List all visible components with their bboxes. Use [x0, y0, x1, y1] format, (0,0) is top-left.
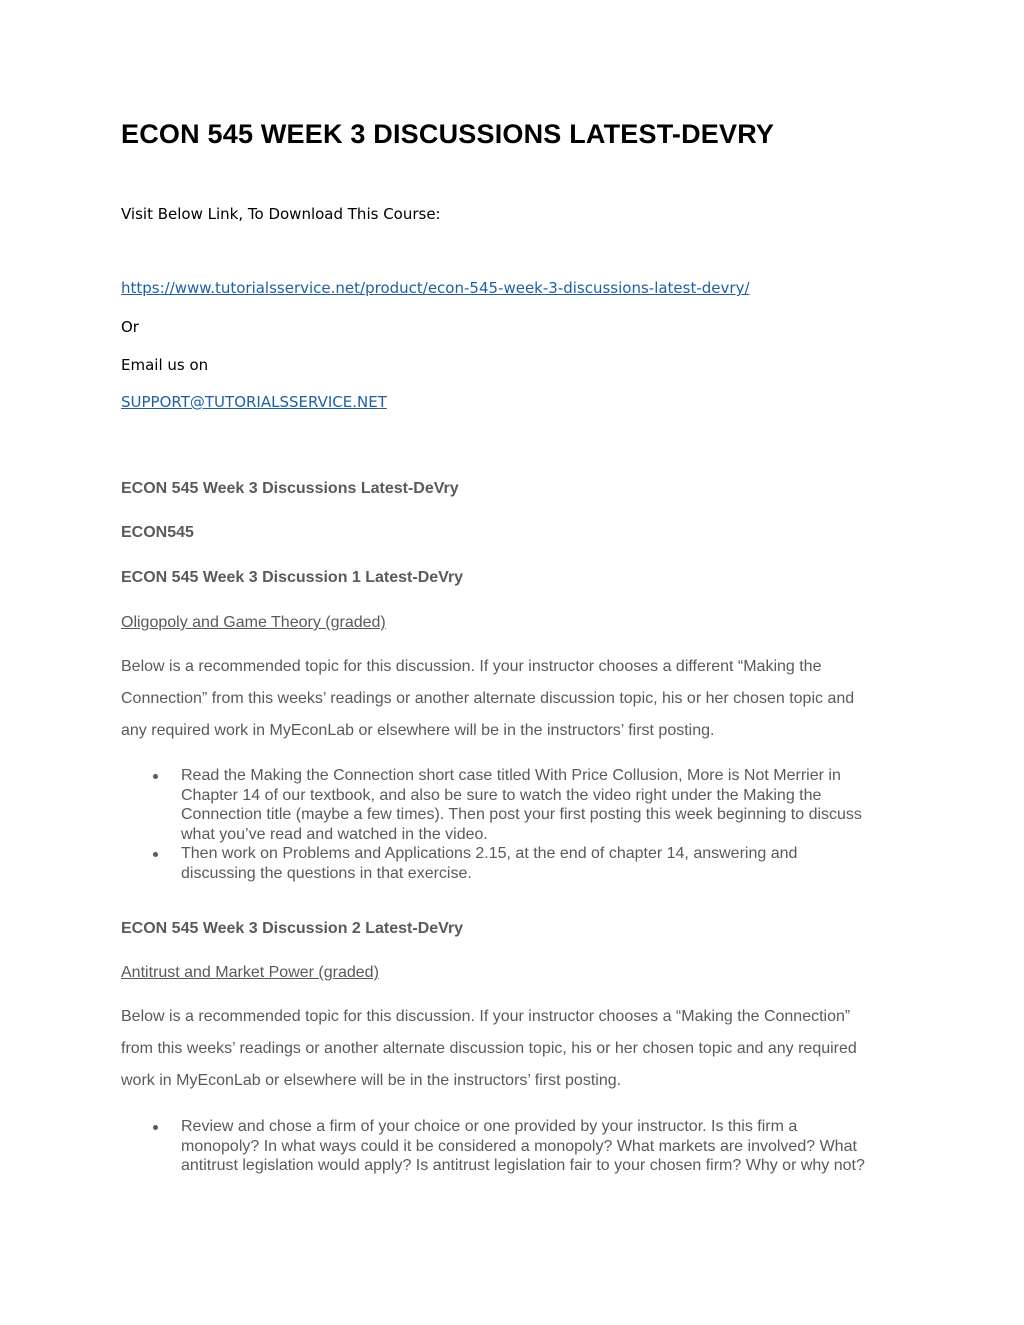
bullet-dot-icon: [153, 852, 158, 857]
paragraph-line: from this weeks’ readings or another alternate discussion topic, his or her chosen topic and any required: [121, 1040, 857, 1057]
bullet-line: Then work on Problems and Applications 2.15, at the end of chapter 14, answering and: [181, 845, 798, 862]
paragraph-line: Below is a recommended topic for this discussion. If your instructor chooses a “Making the Connection”: [121, 1008, 851, 1025]
product-link[interactable]: https://www.tutorialsservice.net/product/econ-545-week-3-discussions-latest-devry/: [121, 279, 750, 297]
main-heading: ECON 545 Week 3 Discussions Latest-DeVry: [121, 480, 459, 497]
discussion2-topic: Antitrust and Market Power (graded): [121, 964, 379, 981]
bullet-dot-icon: [153, 774, 158, 779]
paragraph-line: any required work in MyEconLab or elsewhere will be in the instructors’ first posting.: [121, 722, 715, 739]
bullet-line: Read the Making the Connection short case titled With Price Collusion, More is Not Merrier in: [181, 767, 841, 784]
list-item: [181, 1117, 921, 1176]
discussion2-paragraph: [121, 1001, 911, 1097]
discussion2-heading: ECON 545 Week 3 Discussion 2 Latest-DeVry: [121, 920, 464, 937]
bullet-line: Chapter 14 of our textbook, and also be sure to watch the video right under the Making the: [181, 786, 822, 804]
paragraph-line: Connection” from this weeks’ readings or another alternate discussion topic, his or her chosen topic and: [121, 690, 855, 707]
email-label: Email us on: [121, 356, 209, 374]
bullet-line: monopoly? In what ways could it be considered a monopoly? What markets are involved? What: [181, 1137, 857, 1155]
bullet-line: what you’ve read and watched in the video.: [181, 825, 488, 843]
paragraph-line: Below is a recommended topic for this discussion. If your instructor chooses a different “Making the: [121, 658, 822, 675]
discussion1-paragraph: [121, 651, 911, 747]
or-text: Or: [121, 318, 139, 336]
course-code: ECON545: [121, 524, 194, 541]
paragraph-line: work in MyEconLab or elsewhere will be in the instructors’ first posting.: [121, 1072, 622, 1089]
bullet-line: Review and chose a firm of your choice or one provided by your instructor. Is this firm a: [181, 1118, 798, 1135]
discussion1-heading: ECON 545 Week 3 Discussion 1 Latest-DeVry: [121, 569, 464, 586]
discussion2-bullet-list: [181, 1117, 921, 1176]
visit-instruction: Visit Below Link, To Download This Course:: [121, 205, 441, 223]
discussion1-bullet-list: [181, 766, 921, 883]
page-title: ECON 545 WEEK 3 DISCUSSIONS LATEST-DEVRY: [121, 119, 775, 149]
list-item: [181, 766, 921, 844]
list-item: [181, 844, 921, 883]
discussion1-topic: Oligopoly and Game Theory (graded): [121, 614, 386, 631]
bullet-line: antitrust legislation would apply? Is antitrust legislation fair to your chosen firm? Why or why not?: [181, 1157, 865, 1174]
bullet-line: Connection title (maybe a few times). Then post your first posting this week beginning to discuss: [181, 806, 862, 823]
support-email-link[interactable]: SUPPORT@TUTORIALSSERVICE.NET: [121, 393, 387, 411]
bullet-dot-icon: [153, 1125, 158, 1130]
bullet-line: discussing the questions in that exercise.: [181, 864, 472, 882]
